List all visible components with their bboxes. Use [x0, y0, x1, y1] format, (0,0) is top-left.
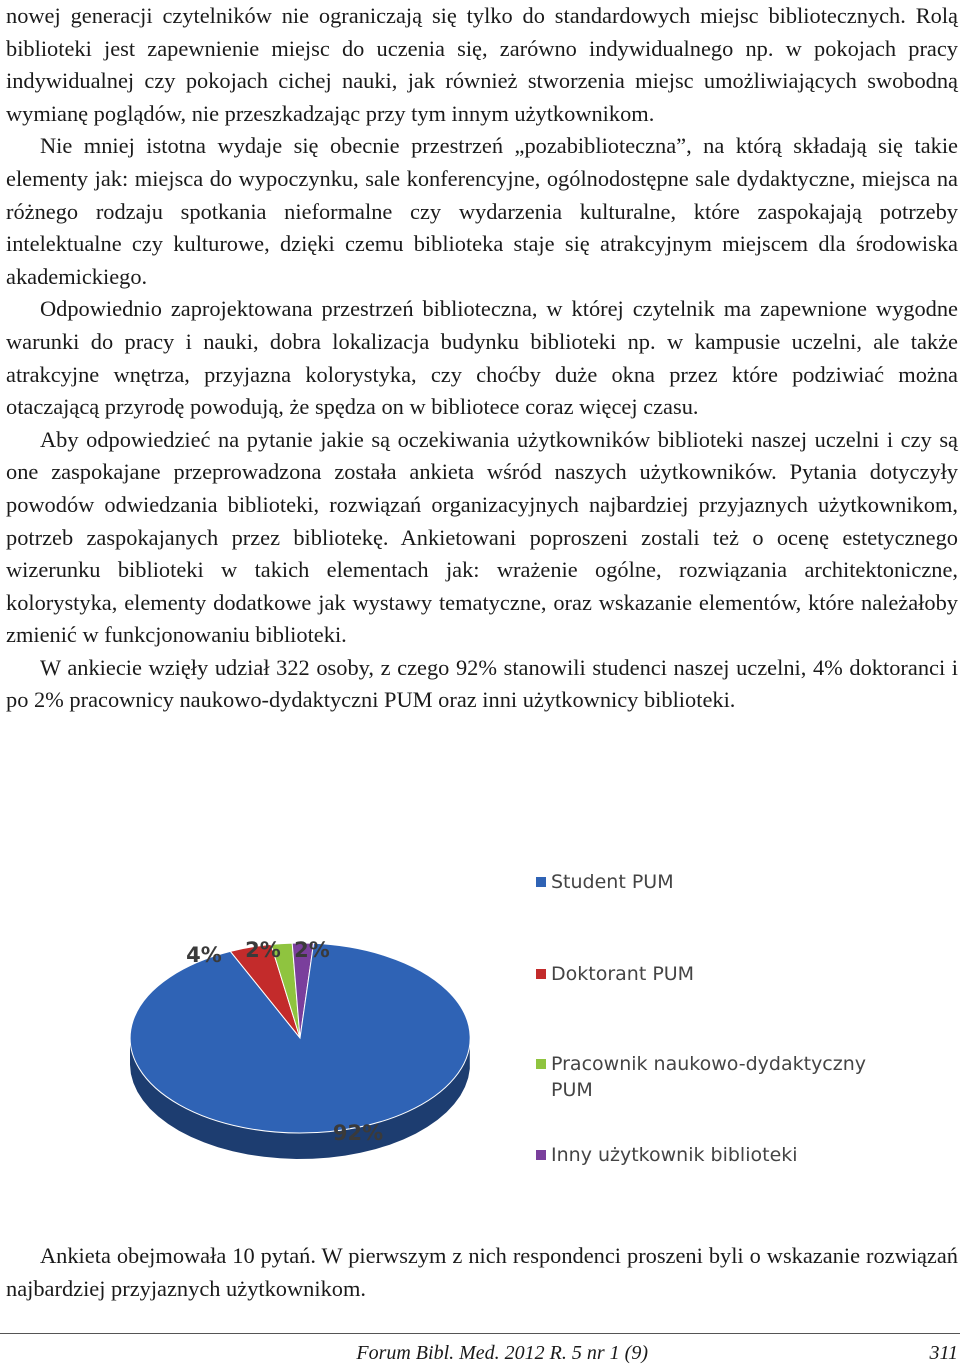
paragraph: Odpowiednio zaprojektowana przestrzeń biblioteczna, w której czytelnik ma zapewnione wygodne warunki do pracy i nauki, dobra lokalizacja budynku biblioteki np. w kampusie uczelni, ale także atrakcyjne wnętrza, przyjazna kolorystyka, czy choćby duże okna przez które podziwiać można otaczającą przyrodę powodują, że spędza on w bibliotece coraz więcej czasu. — [6, 296, 958, 420]
pie-chart-svg — [0, 858, 960, 1228]
legend-swatch — [536, 877, 546, 887]
paragraph: nowej generacji czytelników nie ograniczają się tylko do standardowych miejsc bibliotecznych. Rolą biblioteki jest zapewnienie miejsc do uczenia się, zarówno indywidualnego np. w pokojach pracy indywidualnej czy pokojach cichej nauki, jak również stworzenia miejsc umożliwiających swobodną wymianę poglądów, nie przeszkadzając przy tym innym użytkownikom. — [6, 3, 958, 126]
legend-swatch — [536, 1059, 546, 1069]
legend-label: Pracownik naukowo-dydaktyczny PUM — [551, 1053, 867, 1101]
footer-rule — [0, 1333, 960, 1334]
journal-citation: Forum Bibl. Med. 2012 R. 5 nr 1 (9) — [356, 1342, 648, 1364]
legend-swatch — [536, 969, 546, 979]
paragraph: Nie mniej istotna wydaje się obecnie przestrzeń „pozabiblioteczna”, na którą składają się takie elementy jak: miejsca do wypoczynku, sale konferencyjne, ogólnodostępne sale dydaktyczne, miejsca na różnego rodzaju spotkania nieformalne czy wydarzenia kulturalne, które zaspokajają potrzeby intelektualne czy kulturowe, dzięki czemu biblioteka staje się atrakcyjnym miejscem dla środowiska akademickiego. — [6, 133, 958, 289]
legend-swatch — [536, 1150, 546, 1160]
pie-data-label: 2% — [245, 938, 281, 962]
pie-data-label: 2% — [294, 938, 330, 962]
page-number: 311 — [929, 1342, 958, 1364]
legend-label: Inny użytkownik biblioteki — [551, 1144, 798, 1166]
paragraph: Aby odpowiedzieć na pytanie jakie są oczekiwania użytkowników biblioteki naszej uczelni i czy są one zaspokajane przeprowadzona została ankieta wśród naszych użytkowników. Pytania dotyczyły powodów odwiedzania biblioteki, rozwiązań organizacyjnych najbardziej przyjaznych użytkownikom, potrzeb zaspokajanych przez bibliotekę. Ankietowani poproszeni zostali też o ocenę estetycznego wizerunku biblioteki w takich elementach jak: wrażenie ogólne, rozwiązania architektoniczne, kolorystyka, elementy dodatkowe jak wystawy tematyczne, oraz wskazanie elementów, które należałoby zmienić w funkcjonowaniu biblioteki. — [6, 426, 958, 648]
paragraph: W ankiecie wzięły udział 322 osoby, z czego 92% stanowili studenci naszej uczelni, 4% doktoranci i po 2% pracownicy naukowo-dydaktyczni PUM oraz inni użytkownicy biblioteki. — [6, 654, 958, 713]
paragraph: Ankieta obejmowała 10 pytań. W pierwszym z nich respondenci proszeni byli o wskazanie rozwiązań najbardziej przyjaznych użytkownikom. — [6, 1243, 958, 1301]
legend-label: Student PUM — [551, 871, 674, 893]
body-text — [6, 0, 958, 717]
page-footer — [0, 1340, 960, 1368]
body-text-after-chart — [6, 1240, 958, 1305]
legend-label: Doktorant PUM — [551, 963, 695, 985]
pie-data-label: 4% — [186, 943, 222, 967]
pie-chart — [0, 858, 960, 1228]
pie-data-label: 92% — [332, 1121, 384, 1145]
